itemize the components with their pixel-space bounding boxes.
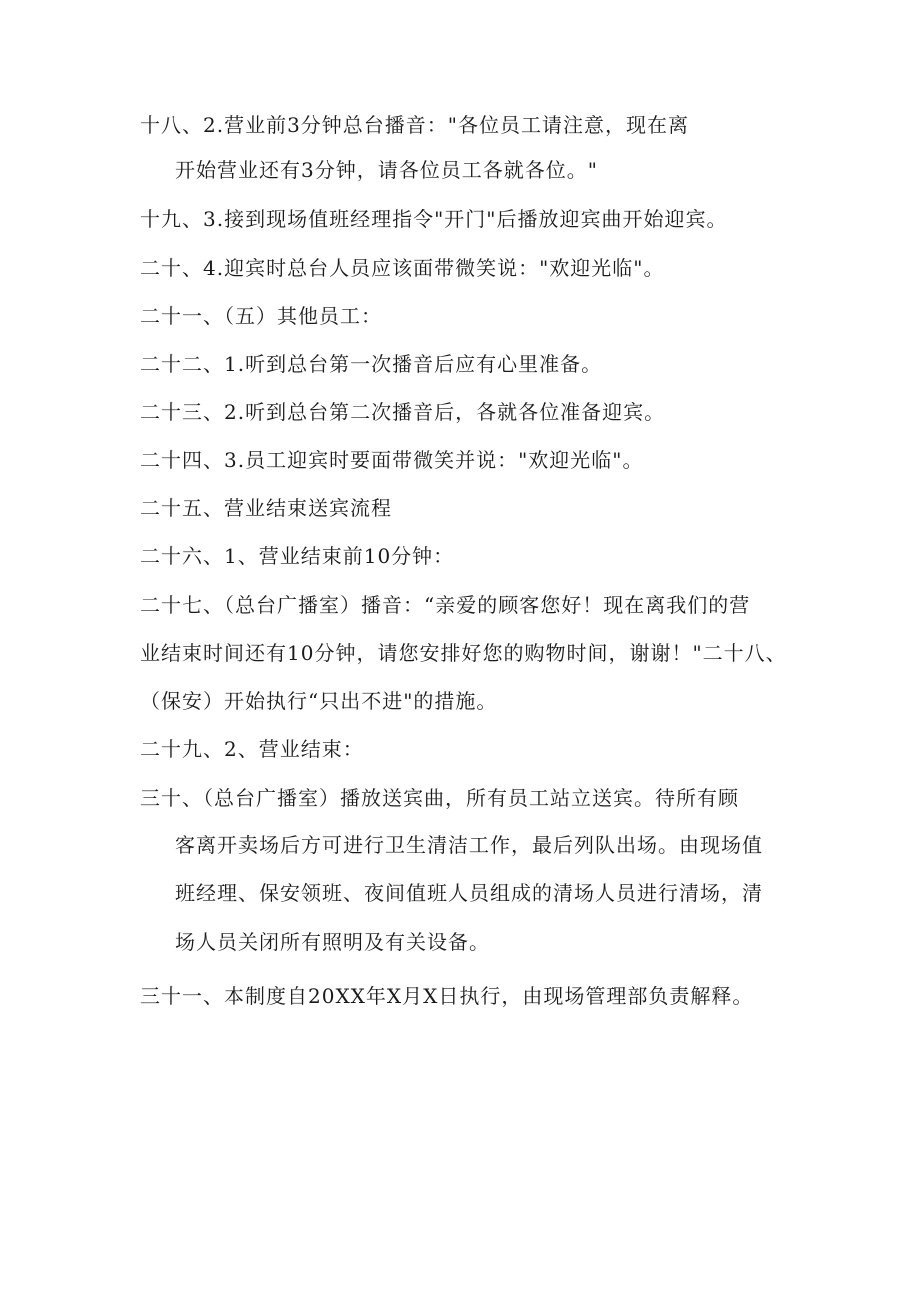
text-line: 二十四、3.员工迎宾时要面带微笑并说："欢迎光临"。 bbox=[140, 448, 644, 472]
text-line: 客离开卖场后方可进行卫生清洁工作，最后列队出场。由现场值 bbox=[175, 833, 763, 857]
text-line: 二十、4.迎宾时总台人员应该面带微笑说："欢迎光临"。 bbox=[140, 256, 665, 280]
text-line: 二十七、（总台广播室）播音：“亲爱的顾客您好！现在离我们的营 bbox=[140, 593, 751, 617]
text-line: 二十二、1.听到总台第一次播音后应有心里准备。 bbox=[140, 352, 603, 376]
text-line: 二十五、营业结束送宾流程 bbox=[140, 496, 392, 520]
text-line: 场人员关闭所有照明及有关设备。 bbox=[175, 930, 490, 954]
text-line: 十九、3.接到现场值班经理指令"开门"后播放迎宾曲开始迎宾。 bbox=[140, 207, 728, 231]
text-line: 三十、（总台广播室）播放送宾曲，所有员工站立送宾。待所有顾 bbox=[140, 786, 739, 810]
text-line: 二十三、2.听到总台第二次播音后，各就各位准备迎宾。 bbox=[140, 400, 666, 424]
text-line: 二十六、1、营业结束前10分钟： bbox=[140, 544, 455, 568]
text-line: 十八、2.营业前3分钟总台播音："各位员工请注意，现在离 bbox=[140, 113, 690, 137]
text-line: （保安）开始执行“只出不进"的措施。 bbox=[140, 689, 498, 713]
text-line: 三十一、本制度自20XX年X月X日执行，由现场管理部负责解释。 bbox=[140, 984, 754, 1008]
text-line: 班经理、保安领班、夜间值班人员组成的清场人员进行清场，清 bbox=[175, 881, 763, 905]
text-line: 二十一、（五）其他员工： bbox=[140, 304, 382, 328]
text-line: 开始营业还有3分钟，请各位员工各就各位。" bbox=[175, 158, 598, 182]
text-line: 业结束时间还有10分钟，请您安排好您的购物时间，谢谢！"二十八、 bbox=[140, 641, 787, 665]
text-line: 二十九、2、营业结束： bbox=[140, 737, 364, 761]
